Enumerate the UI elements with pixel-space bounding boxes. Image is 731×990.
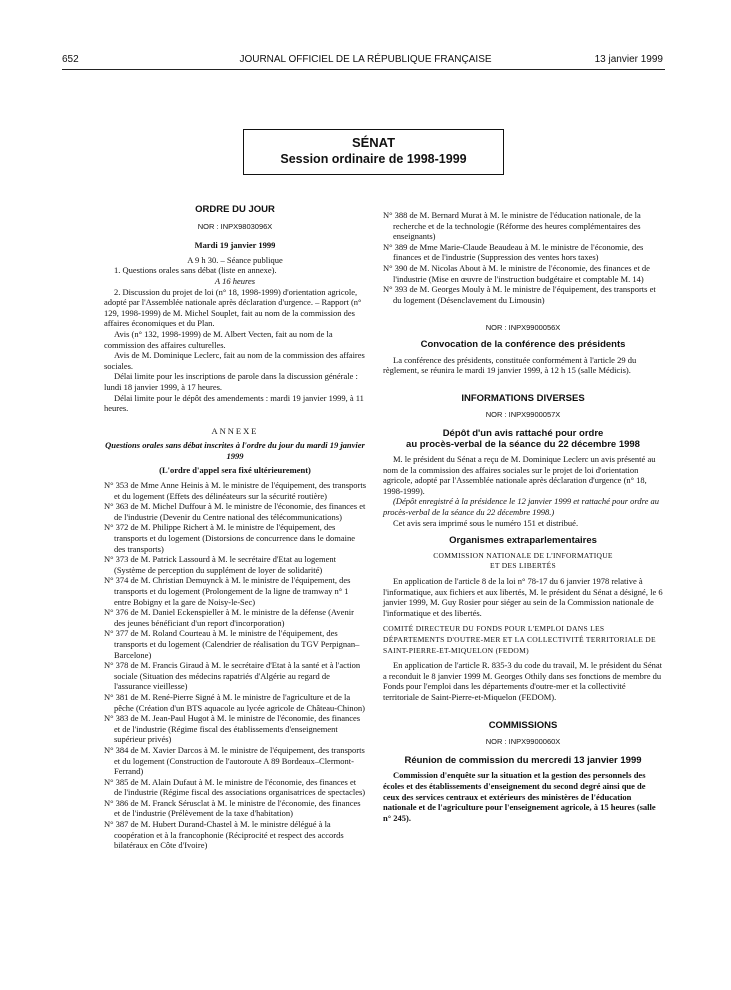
question-item: N° 353 de Mme Anne Heinis à M. le ministre de l'équipement, des transports et du logement (Effets des délinéateurs sur la sécurité routière) — [104, 480, 367, 501]
issue-date: 13 janvier 1999 — [594, 54, 663, 65]
question-item: N° 381 de M. René-Pierre Signé à M. le ministre de l'agriculture et de la pêche (Création d'un BTS aquacole au lycée agricole de Château-Chinon) — [104, 691, 366, 713]
question-item: N° 377 de M. Roland Courteau à M. le ministre de l'équipement, des transports et du logement (Calendrier de réalisation du TGV Perpignan–Barcelone) — [104, 628, 360, 660]
session-date: Mardi 19 janvier 1999 — [194, 240, 276, 251]
question-item: N° 386 de M. Franck Sérusclat à M. le ministre de l'économie, des finances et de l'industrie (Prélèvement de la taxe d'habitation) — [104, 797, 361, 819]
agenda-item-2: 2. Discussion du projet de loi (n° 18, 1998-1999) d'orientation agricole, adopté par l'Assemblée nationale après déclaration d'urgence. – Rapport (n° 129, 1998-1999) de M. Michel Souplet, fait au nom de la commission des affaires économiques et du Plan. — [104, 286, 362, 329]
header-rule — [62, 69, 665, 70]
question-item: N° 387 de M. Hubert Durand-Chastel à M. le ministre délégué à la coopération et à la francophonie (Réciprocité et respect des accords bilatéraux en Côte d'Ivoire) — [104, 819, 344, 851]
question-list-left — [104, 480, 366, 851]
nor-reference: NOR : INPX9900060X — [485, 737, 561, 747]
nor-reference: NOR : INPX9803096X — [197, 221, 273, 231]
question-item: N° 374 de M. Christian Demuynck à M. le ministre de l'équipement, des transports et du logement (Prolongement de la ligne de tramway n° 1 entre Bobigny et la gare de Noisy-le-Sec) — [104, 575, 351, 607]
avis-culturelles: Avis (n° 132, 1998-1999) de M. Albert Vecten, fait au nom de la commission des affaires culturelles. — [104, 328, 333, 350]
fedom-text: En application de l'article R. 835-3 du code du travail, M. le président du Sénat a reconduit le 8 janvier 1999 M. Georges Othily dans ses fonctions de membre du Fonds pour l'emploi dans les départements d'outre-mer et la collectivité territoriale de Saint-Pierre-et-Miquelon (FEDOM). — [383, 660, 662, 702]
question-item: N° 376 de M. Daniel Eckenspieller à M. le ministre de la défense (Avenir des jeunes bénéficiant d'un report d'incorporation) — [104, 607, 354, 628]
question-item: N° 363 de M. Michel Duffour à M. le ministre de l'économie, des finances et de l'industrie (Devenir du Centre national des télécommunications) — [104, 501, 366, 522]
depot-heading-line2: au procès-verbal de la séance du 22 décembre 1998 — [406, 438, 640, 450]
informations-heading: INFORMATIONS DIVERSES — [461, 392, 585, 404]
page-number: 652 — [62, 54, 79, 65]
question-item: N° 390 de M. Nicolas About à M. le ministre de l'économie, des finances et de l'industrie (Mise en œuvre de l'instruction budgétaire et comptable M. 14) — [383, 262, 650, 284]
session-title: Session ordinaire de 1998-1999 — [280, 152, 467, 166]
depot-print: Cet avis sera imprimé sous le numéro 151 et distribué. — [393, 517, 579, 528]
right-column — [383, 210, 663, 823]
page-header — [0, 54, 731, 68]
annexe-subtitle: Questions orales sans débat inscrites à l'ordre du jour du mardi 19 janvier 1999 — [105, 440, 365, 461]
reunion-heading: Réunion de commission du mercredi 13 janvier 1999 — [404, 754, 642, 766]
annexe-heading: ANNEXE — [211, 425, 259, 436]
question-item: N° 383 de M. Jean-Paul Hugot à M. le ministre de l'économie, des finances et de l'industrie (Régime fiscal des établissements d'enseignement supérieur privés) — [104, 713, 361, 745]
ordre-appel: (L'ordre d'appel sera fixé ultérieurement) — [159, 465, 311, 476]
cnil-heading-line2: ET DES LIBERTÉS — [490, 561, 556, 571]
journal-title: JOURNAL OFFICIEL DE LA RÉPUBLIQUE FRANÇAISE — [239, 54, 492, 65]
question-item: N° 393 de M. Georges Mouly à M. le ministre de l'équipement, des transports et du logement (Désenclavement du Limousin) — [383, 284, 656, 305]
depot-heading-line1: Dépôt d'un avis rattaché pour ordre — [442, 427, 604, 439]
time-morning: A 9 h 30. – Séance publique — [187, 254, 283, 265]
delai-amendements: Délai limite pour le dépôt des amendements : mardi 19 janvier 1999, à 11 heures. — [104, 392, 364, 414]
fedom-heading: COMITÉ DIRECTEUR DU FONDS POUR L'EMPLOI DANS LES DÉPARTEMENTS D'OUTRE-MER ET LA COLLECTIVITÉ TERRITORIALE DE SAINT-PIERRE-ET-MIQUELON (FEDOM) — [383, 624, 656, 655]
cnil-heading-line1: COMMISSION NATIONALE DE L'INFORMATIQUE — [433, 550, 613, 560]
avis-sociales: Avis de M. Dominique Leclerc, fait au nom de la commission des affaires sociales. — [104, 350, 365, 371]
question-item: N° 384 de M. Xavier Darcos à M. le ministre de l'équipement, des transports et du logement (Construction de l'autoroute A 89 Bordeaux–Clermont-Ferrand) — [104, 744, 365, 777]
commissions-heading: COMMISSIONS — [488, 719, 558, 731]
question-item: N° 378 de M. Francis Giraud à M. le secrétaire d'Etat à la santé et à l'action sociale (Situation des médecins rapatriés d'Algérie au regard de l'assurance vieillesse) — [104, 660, 361, 692]
reunion-text: Commission d'enquête sur la situation et la gestion des personnels des écoles et des établissements d'enseignement du second degré ainsi que de ceux des services centraux et extérieurs des ministères de l'éducation nationale et de l'agriculture pour l'enseignement agricole, à 15 heures (salle n° 245). — [383, 770, 656, 823]
convocation-text: La conférence des présidents, constituée conformément à l'article 29 du règlement, se réunira le mardi 19 janvier 1999, à 12 h 15 (salle Médicis). — [383, 354, 637, 376]
left-column — [104, 205, 366, 851]
depot-note: (Dépôt enregistré à la présidence le 12 janvier 1999 et rattaché pour ordre au procès-verbal de la séance du 22 décembre 1998.) — [383, 496, 660, 518]
question-item: N° 372 de M. Philippe Richert à M. le ministre de l'équipement, des transports et du logement (Distorsions de concurrence dans le domaine des transports) — [104, 522, 356, 554]
organismes-heading: Organismes extraparlementaires — [449, 535, 597, 547]
question-item: N° 385 de M. Alain Dufaut à M. le ministre de l'économie, des finances et de l'industrie (Régime fiscal des associations organisatrices de spectacles) — [104, 776, 366, 798]
nor-reference: NOR : INPX9900056X — [485, 323, 561, 333]
convocation-heading: Convocation de la conférence des présidents — [420, 338, 626, 350]
question-item: N° 373 de M. Patrick Lassourd à M. le secrétaire d'Etat au logement (Système de perception du supplément de loyer de solidarité) — [104, 554, 336, 575]
delai-parole: Délai limite pour les inscriptions de parole dans la discussion générale : lundi 18 janvier 1999, à 17 heures. — [104, 371, 358, 392]
title-box — [243, 129, 504, 175]
ordre-du-jour-heading: ORDRE DU JOUR — [195, 204, 275, 215]
nor-reference: NOR : INPX9900057X — [485, 410, 561, 420]
depot-text: M. le président du Sénat a reçu de M. Dominique Leclerc un avis présenté au nom de la commission des affaires sociales sur le projet de loi d'orientation agricole, adopté par l'Assemblée nationale après déclaration d'urgence (n° 18, 1998-1999). — [383, 454, 656, 496]
question-item: N° 389 de Mme Marie-Claude Beaudeau à M. le ministre de l'économie, des finances et de l'industrie (Suppression des ventes hors taxes) — [383, 241, 644, 263]
question-list-right — [383, 210, 663, 305]
time-afternoon: A 16 heures — [214, 275, 256, 286]
question-item: N° 388 de M. Bernard Murat à M. le ministre de l'éducation nationale, de la recherche et de la technologie (Réforme des heures complémentaires des enseignants) — [383, 210, 641, 242]
agenda-item-1: 1. Questions orales sans débat (liste en annexe). — [114, 265, 277, 276]
cnil-text: En application de l'article 8 de la loi n° 78-17 du 6 janvier 1978 relative à l'informatique, aux fichiers et aux libertés, M. le président du Sénat a désigné, le 6 janvier 1999, M. Guy Rosier pour siéger au sein de la Commission nationale de l'informatique et des libertés. — [383, 576, 663, 618]
senat-title: SÉNAT — [351, 135, 396, 150]
